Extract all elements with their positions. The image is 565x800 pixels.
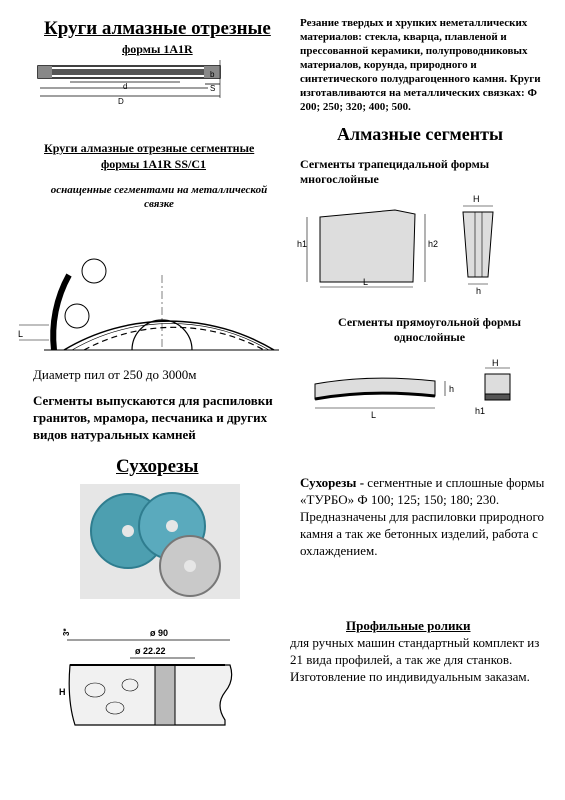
dim-3: 3* (62, 628, 71, 636)
dry-cutter-photo (80, 484, 240, 599)
title-dry-cutters: Сухорезы (116, 456, 199, 477)
dim-L-left: L (18, 329, 24, 339)
diameter-text: Диаметр пил от 250 до 3000м (33, 367, 197, 382)
form-ss: формы 1A1R SS/C1 (101, 157, 207, 171)
dim-H: H (59, 687, 66, 697)
purpose-text: Сегменты выпускаются для распиловки гранитов, мрамора, песчаника и других видов натуральных камней (33, 393, 273, 442)
trapezoid-title: Сегменты трапецидальной формы многослойные (300, 157, 490, 186)
rectangle-title: Сегменты прямоугольной формы однослойные (338, 315, 521, 344)
dim-D: D (118, 97, 124, 106)
rect-H: H (492, 358, 499, 368)
rect-h1: h1 (475, 406, 486, 416)
trap-h1: h1 (297, 239, 308, 249)
dry-cutter-desc: Сухорезы - сегментные и сплошные формы «ТУРБО» Ф 100; 125; 150; 180; 230. Предназначены для распиловки природного камня а так же бетонных изделий, работа с охлаждением. (300, 475, 545, 558)
title-cut-wheels: Круги алмазные отрезные (44, 18, 271, 39)
title-profile-rollers: Профильные ролики (346, 618, 471, 633)
trap-L: L (363, 277, 369, 287)
dim-d: d (123, 82, 128, 91)
trap-H: H (473, 194, 480, 204)
intro-text: Резание твердых и хрупких неметаллических материалов: стекла, кварца, плавленой и прессованной керамики, полупроводниковых материалов, корунда, природного и синтетического полудрагоценного камня. Круги изготавливаются на металлических связках: Ф 200; 250; 320; 400; 500. (300, 17, 541, 113)
trap-h: h (476, 286, 482, 296)
rect-L: L (371, 410, 377, 420)
trapezoid-segment-diagram (295, 192, 520, 297)
title-segment-wheels: Круги алмазные отрезные сегментные (44, 141, 255, 155)
title-diamond-segments: Алмазные сегменты (337, 124, 504, 144)
rect-h: h (449, 384, 455, 394)
segmented-blade-diagram (14, 215, 284, 365)
dim-outer: ø 90 (150, 628, 169, 638)
dim-S: S (210, 84, 216, 93)
trap-h2: h2 (428, 239, 439, 249)
dim-inner: ø 22.22 (135, 646, 166, 656)
roller-profile-diagram (55, 620, 260, 760)
dim-b: b (210, 70, 215, 79)
rect-segment-diagram (305, 356, 525, 421)
segments-note: оснащенные сегментами на металлической связке (50, 184, 268, 210)
rollers-desc: для ручных машин стандартный комплект из 21 вида профилей, а так же для станков. Изготовление по индивидуальным заказам. (290, 635, 540, 684)
form-1a1r: формы 1A1R (122, 42, 193, 56)
wheel-section-diagram (30, 58, 230, 108)
